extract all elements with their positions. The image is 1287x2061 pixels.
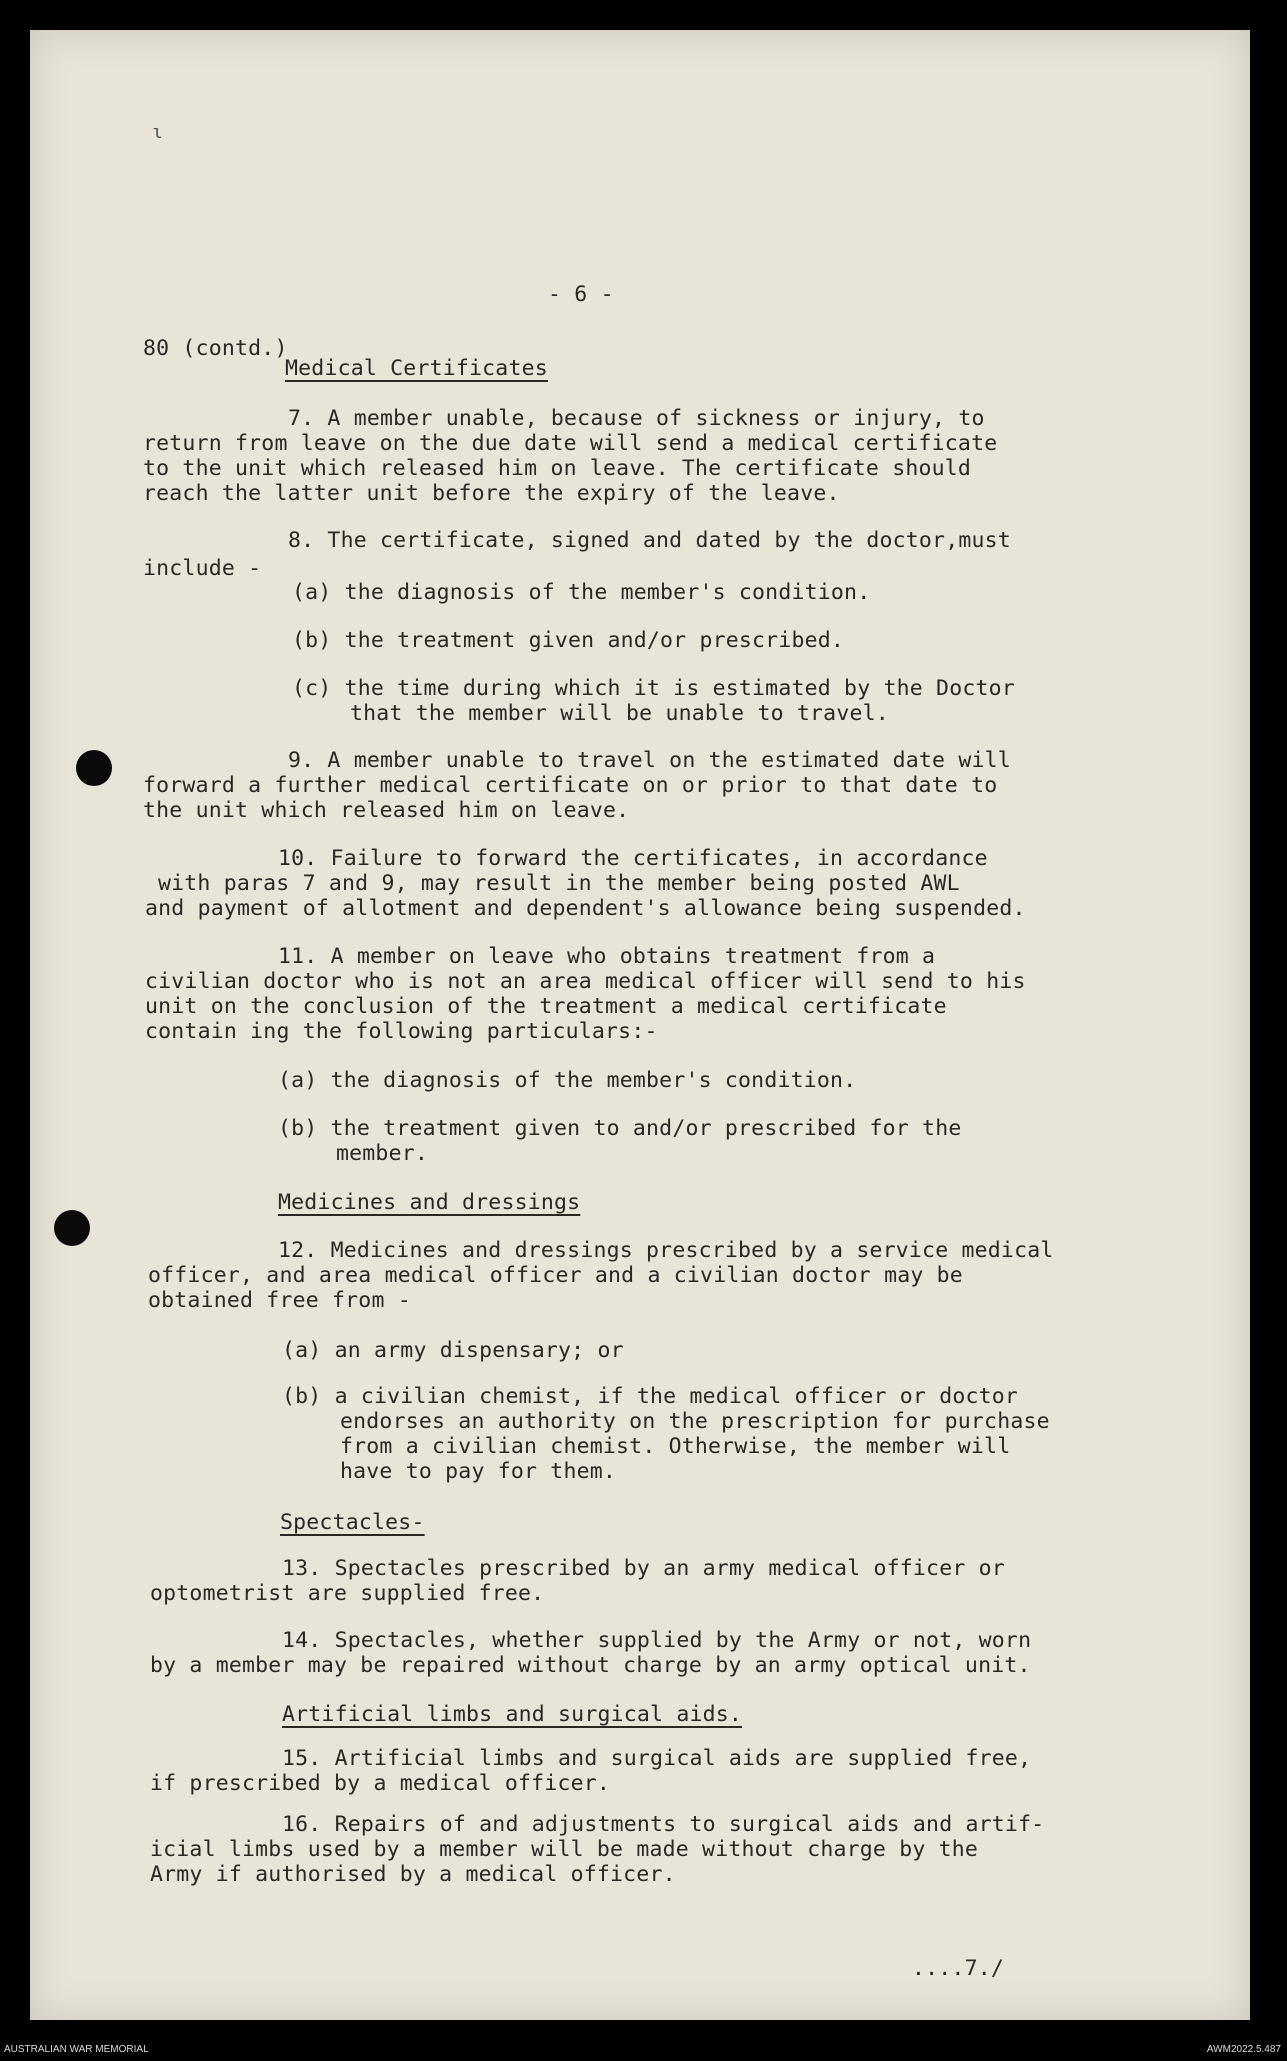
- para-12-line-2: officer, and area medical officer and a civilian doctor may be: [148, 1263, 963, 1288]
- para-11-line-3: unit on the conclusion of the treatment a medical certificate: [145, 994, 947, 1019]
- footer-archive-name: AUSTRALIAN WAR MEMORIAL: [4, 2044, 149, 2055]
- para-8-item-b: (b) the treatment given and/or prescribed.: [292, 628, 845, 653]
- para-11-item-b-line-1: (b) the treatment given to and/or prescribed for the: [278, 1116, 962, 1141]
- footer-catalogue-number: AWM2022.5.487: [1206, 2044, 1281, 2055]
- para-10-line-3: and payment of allotment and dependent's allowance being suspended.: [145, 896, 1026, 921]
- para-16-line-2: icial limbs used by a member will be made without charge by the: [150, 1837, 979, 1862]
- punch-hole-upper: [76, 750, 112, 786]
- para-13-line-2: optometrist are supplied free.: [150, 1581, 545, 1606]
- para-7-line-3: to the unit which released him on leave. The certificate should: [143, 456, 972, 481]
- para-11-item-b-line-2: member.: [336, 1141, 429, 1166]
- para-12-line-3: obtained free from -: [148, 1288, 411, 1313]
- heading-medicines-dressings: Medicines and dressings: [278, 1190, 581, 1215]
- section-reference: 80 (contd.): [143, 336, 288, 361]
- para-13-line-1: 13. Spectacles prescribed by an army medical officer or: [282, 1556, 1005, 1581]
- para-8-line-2: include -: [143, 556, 262, 581]
- para-15-line-1: 15. Artificial limbs and surgical aids are supplied free,: [282, 1746, 1032, 1771]
- para-8-line-1: 8. The certificate, signed and dated by the doctor,must: [288, 528, 1011, 553]
- para-10-line-1: 10. Failure to forward the certificates, in accordance: [278, 846, 988, 871]
- para-8-item-c-line-1: (c) the time during which it is estimated by the Doctor: [292, 676, 1015, 701]
- page-number: - 6 -: [548, 282, 614, 307]
- para-14-line-2: by a member may be repaired without charge by an army optical unit.: [150, 1653, 1031, 1678]
- para-7-line-4: reach the latter unit before the expiry of the leave.: [143, 481, 840, 506]
- para-11-line-1: 11. A member on leave who obtains treatment from a: [278, 944, 936, 969]
- para-12-line-1: 12. Medicines and dressings prescribed by a service medical: [278, 1238, 1054, 1263]
- punch-hole-lower: [54, 1210, 90, 1246]
- para-8-item-c-line-2: that the member will be unable to travel.: [350, 701, 889, 726]
- para-12-item-b-line-3: from a civilian chemist. Otherwise, the member will: [340, 1434, 1011, 1459]
- heading-spectacles: Spectacles-: [280, 1510, 425, 1535]
- para-11-item-a: (a) the diagnosis of the member's condition.: [278, 1068, 857, 1093]
- para-9-line-3: the unit which released him on leave.: [143, 798, 630, 823]
- para-9-line-1: 9. A member unable to travel on the estimated date will: [288, 748, 1011, 773]
- para-8-item-a: (a) the diagnosis of the member's condition.: [292, 580, 871, 605]
- pencil-mark: ɩ: [152, 122, 163, 143]
- para-12-item-b-line-2: endorses an authority on the prescription for purchase: [340, 1409, 1050, 1434]
- para-14-line-1: 14. Spectacles, whether supplied by the Army or not, worn: [282, 1628, 1032, 1653]
- para-11-line-4: contain ing the following particulars:-: [145, 1019, 658, 1044]
- para-16-line-3: Army if authorised by a medical officer.: [150, 1862, 676, 1887]
- para-12-item-b-line-1: (b) a civilian chemist, if the medical officer or doctor: [282, 1384, 1019, 1409]
- para-16-line-1: 16. Repairs of and adjustments to surgical aids and artif-: [282, 1812, 1045, 1837]
- para-12-item-b-line-4: have to pay for them.: [340, 1459, 617, 1484]
- para-12-item-a: (a) an army dispensary; or: [282, 1338, 624, 1363]
- heading-artificial-limbs: Artificial limbs and surgical aids.: [282, 1702, 743, 1727]
- para-15-line-2: if prescribed by a medical officer.: [150, 1771, 611, 1796]
- para-11-line-2: civilian doctor who is not an area medical officer will send to his: [145, 969, 1026, 994]
- para-7-line-2: return from leave on the due date will send a medical certificate: [143, 431, 998, 456]
- para-9-line-2: forward a further medical certificate on or prior to that date to: [143, 773, 998, 798]
- para-10-line-2: with paras 7 and 9, may result in the member being posted AWL: [158, 871, 960, 896]
- para-7-line-1: 7. A member unable, because of sickness or injury, to: [288, 406, 985, 431]
- continuation-marker: ....7./: [912, 1956, 1005, 1981]
- heading-medical-certificates: Medical Certificates: [285, 356, 548, 381]
